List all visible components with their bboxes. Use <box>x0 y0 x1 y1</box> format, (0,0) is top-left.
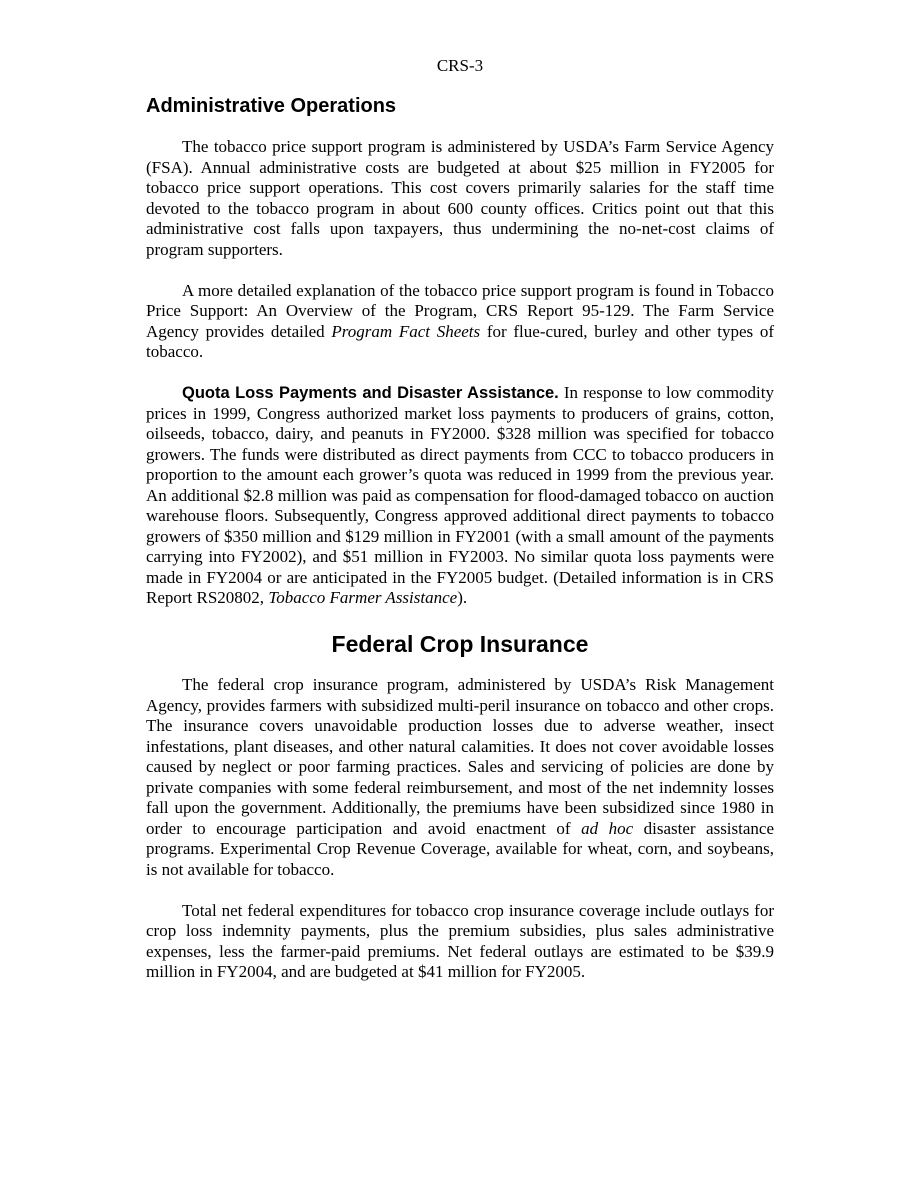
report-title-tobacco-farmer-assistance: Tobacco Farmer Assistance <box>268 588 458 607</box>
page-number-header: CRS-3 <box>436 56 484 75</box>
page-body <box>146 93 774 1003</box>
paragraph-text: A more detailed explanation of the tobacco price support program is found in Tobacco Price Support: An Overview of the Program, CRS Report 95-129. The Farm Service Agency provides detailed <box>146 280 774 341</box>
paragraph-text: disaster assistance programs. Experimental Crop Revenue Coverage, available for wheat, corn, and soybeans, is not available for tobacco. <box>146 818 775 879</box>
paragraph-text: for flue-cured, burley and other types of tobacco. <box>146 321 774 361</box>
paragraph-net-federal-expenditures: Total net federal expenditures for tobacco crop insurance coverage include outlays for crop loss indemnity payments, plus the premium subsidies, plus sales administrative expenses, less the farmer-paid premiums. Net federal outlays are estimated to be $39.9 million in FY2004, and are budgeted at $41 million for FY2005. <box>146 900 774 981</box>
paragraph-text: The federal crop insurance program, administered by USDA’s Risk Management Agency, provides farmers with subsidized multi-peril insurance on tobacco and other crops. The insurance covers unavoidable production losses due to adverse weather, insect infestations, plant diseases, and other natural calamities. It does not cover avoidable losses caused by neglect or poor farming practices. Sales and servicing of policies are done by private companies with some federal reimbursement, and most of the net indemnity losses fall upon the government. Additionally, the premiums have been subsidized since 1980 in order to encourage participation and avoid enactment of <box>146 675 774 838</box>
paragraph-crop-insurance-program <box>146 675 774 880</box>
chapter-heading-federal-crop-insurance: Federal Crop Insurance <box>331 631 589 657</box>
program-fact-sheets-title: Program Fact Sheets <box>331 321 481 341</box>
paragraph-text: ). <box>457 588 468 607</box>
paragraph-quota-loss-payments <box>146 383 774 609</box>
paragraph-detailed-explanation <box>146 281 774 363</box>
paragraph-administration: The tobacco price support program is administered by USDA’s Farm Service Agency (FSA). Annual administrative costs are budgeted at about $25 million in FY2005 for tobacco price support operations. This cost covers primarily salaries for the staff time devoted to the tobacco program in about 600 county offices. Critics point out that this administrative cost falls upon taxpayers, thus undermining the no-net-cost claims of program supporters. <box>146 137 774 259</box>
section-heading-administrative-operations: Administrative Operations <box>146 95 397 117</box>
ad-hoc-term: ad hoc <box>581 818 634 838</box>
run-in-heading-quota-loss: Quota Loss Payments and Disaster Assistance. <box>182 384 559 402</box>
paragraph-text: In response to low commodity prices in 1999, Congress authorized market loss payments to producers of grains, cotton, oilseeds, tobacco, dairy, and peanuts in FY2000. $328 million was specified for tobacco growers. The funds were distributed as direct payments from CCC to tobacco producers in proportion to the amount each grower’s quota was reduced in 1999 from the previous year. An additional $2.8 million was paid as compensation for flood-damaged tobacco on auction warehouse floors. Subsequently, Congress approved additional direct payments to tobacco growers of $350 million and $129 million in FY2001 (with a small amount of the payments carrying into FY2002), and $51 million in FY2003. No similar quota loss payments were made in FY2004 or are anticipated in the FY2005 budget. (Detailed information is in CRS Report RS20802, <box>146 383 774 607</box>
